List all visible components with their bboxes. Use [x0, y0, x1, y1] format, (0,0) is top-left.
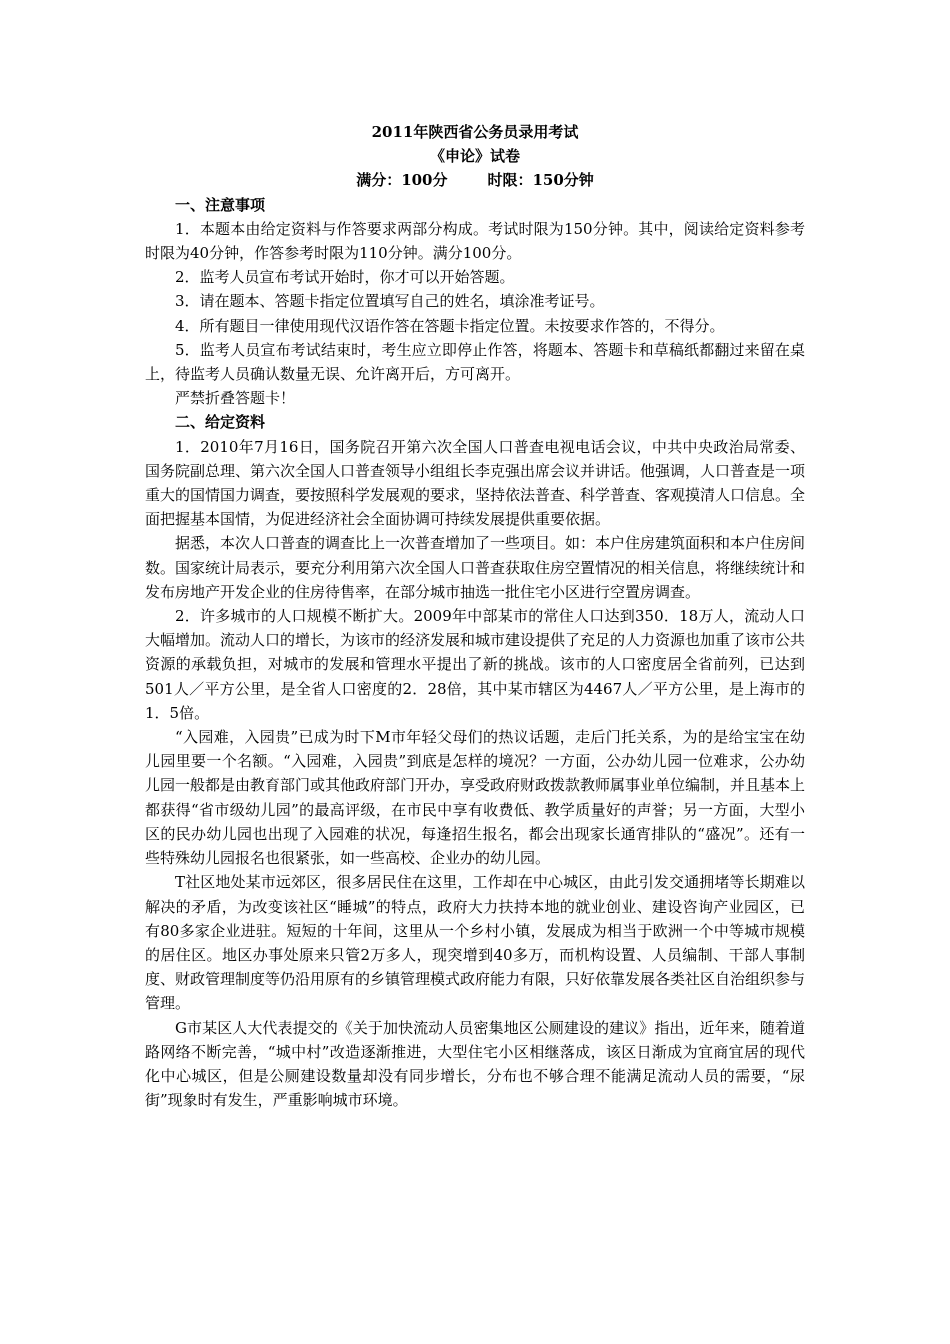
material-paragraph-4: “入园难，入园贵”已成为时下M市年轻父母们的热议话题，走后门托关系，为的是给宝宝在幼儿园里要一个名额。“入园难，入园贵”到底是怎样的境况？一方面，公办幼儿园一位难求，公办幼儿园一般都是由教育部门或其他政府部门开办，享受政府财政拨款教师属事业单位编制，并且基本上都获得“省市级幼儿园”的最高评级，在市民中享有收费低、教学质量好的声誉；另一方面，大型小区的民办幼儿园也出现了入园难的状况，每逢招生报名，都会出现家长通宵排队的“盛况”。还有一些特殊幼儿园报名也很紧张，如一些高校、企业办的幼儿园。 — [145, 728, 806, 868]
material-paragraph-1: 1．2010年7月16日，国务院召开第六次全国人口普查电视电话会议，中共中央政治局常委、国务院副总理、第六次全国人口普查领导小组组长李克强出席会议并讲话。他强调，人口普查是一项重大的国情国力调查，要按照科学发展观的要求，坚持依法普查、科学普查、客观摸清人口信息。全面把握基本国情，为促进经济社会全面协调可持续发展提供重要依据。 — [145, 437, 806, 529]
notice-item-1: 1．本题本由给定资料与作答要求两部分构成。考试时限为150分钟。其中，阅读给定资料参考时限为40分钟，作答参考时限为110分钟。满分100分。 — [145, 219, 805, 263]
exam-title: 2011年陕西省公务员录用考试 — [371, 123, 579, 141]
notice-item-2: 2．监考人员宣布考试开始时，你才可以开始答题。 — [175, 268, 515, 287]
section-heading-notes: 一、注意事项 — [175, 195, 266, 214]
notice-item-3: 3．请在题本、答题卡指定位置填写自己的姓名，填涂准考证号。 — [175, 292, 605, 311]
material-paragraph-6: G市某区人大代表提交的《关于加快流动人员密集地区公厕建设的建议》指出，近年来，随着道路网络不断完善，“城中村”改造逐渐推进，大型住宅小区相继落成，该区日渐成为宜商宜居的现代化中心城区，但是公厕建设数量却没有同步增长，分布也不够合理不能满足流动人员的需要，“尿街”现象时有发生，严重影响城市环境。 — [145, 1018, 805, 1110]
material-paragraph-3: 2．许多城市的人口规模不断扩大。2009年中部某市的常住人口达到350．18万人，流动人口大幅增加。流动人口的增长，为该市的经济发展和城市建设提供了充足的人力资源也加重了该市公共资源的承载负担，对城市的发展和管理水平提出了新的挑战。该市的人口密度居全省前列，已达到501人／平方公里，是全省人口密度的2．28倍，其中某市辖区为4467人／平方公里，是上海市的1．5倍。 — [145, 607, 806, 722]
notice-item-4: 4．所有题目一律使用现代汉语作答在答题卡指定位置。未按要求作答的，不得分。 — [175, 316, 725, 335]
material-paragraph-2: 据悉，本次人口普查的调查比上一次普查增加了一些项目。如：本户住房建筑面积和本户住房间数。国家统计局表示，要充分利用第六次全国人口普查获取住房空置情况的相关信息，将继续统计和发布房地产开发企业的住房待售率，在部分城市抽选一批住宅小区进行空置房调查。 — [145, 534, 806, 601]
material-paragraph-5: T社区地处某市远郊区，很多居民住在这里，工作却在中心城区，由此引发交通拥堵等长期难以解决的矛盾，为改变该社区“睡城”的特点，政府大力扶持本地的就业创业、建设咨询产业园区，已有80多家企业进驻。短短的十年间，这里从一个乡村小镇，发展成为相当于欧洲一个中等城市规模的居住区。地区办事处原来只管2万多人，现突增到40多万，而机构设置、人员编制、干部人事制度、财政管理制度等仍沿用原有的乡镇管理模式政府能力有限，只好依靠发展各类社区自治组织参与管理。 — [145, 873, 806, 1013]
notice-item-6: 严禁折叠答题卡！ — [175, 389, 296, 408]
exam-subtitle: 《申论》试卷 — [429, 147, 520, 166]
notice-item-5: 5．监考人员宣布考试结束时，考生应立即停止作答，将题本、答题卡和草稿纸都翻过来留在桌上，待监考人员确认数量无误、允许离开后，方可离开。 — [145, 340, 805, 384]
exam-meta — [145, 168, 805, 192]
score-label: 满分：100分 — [356, 171, 448, 190]
document-page — [145, 120, 805, 1112]
time-label: 时限：150分钟 — [487, 171, 594, 190]
section-heading-materials: 二、给定资料 — [175, 413, 266, 432]
